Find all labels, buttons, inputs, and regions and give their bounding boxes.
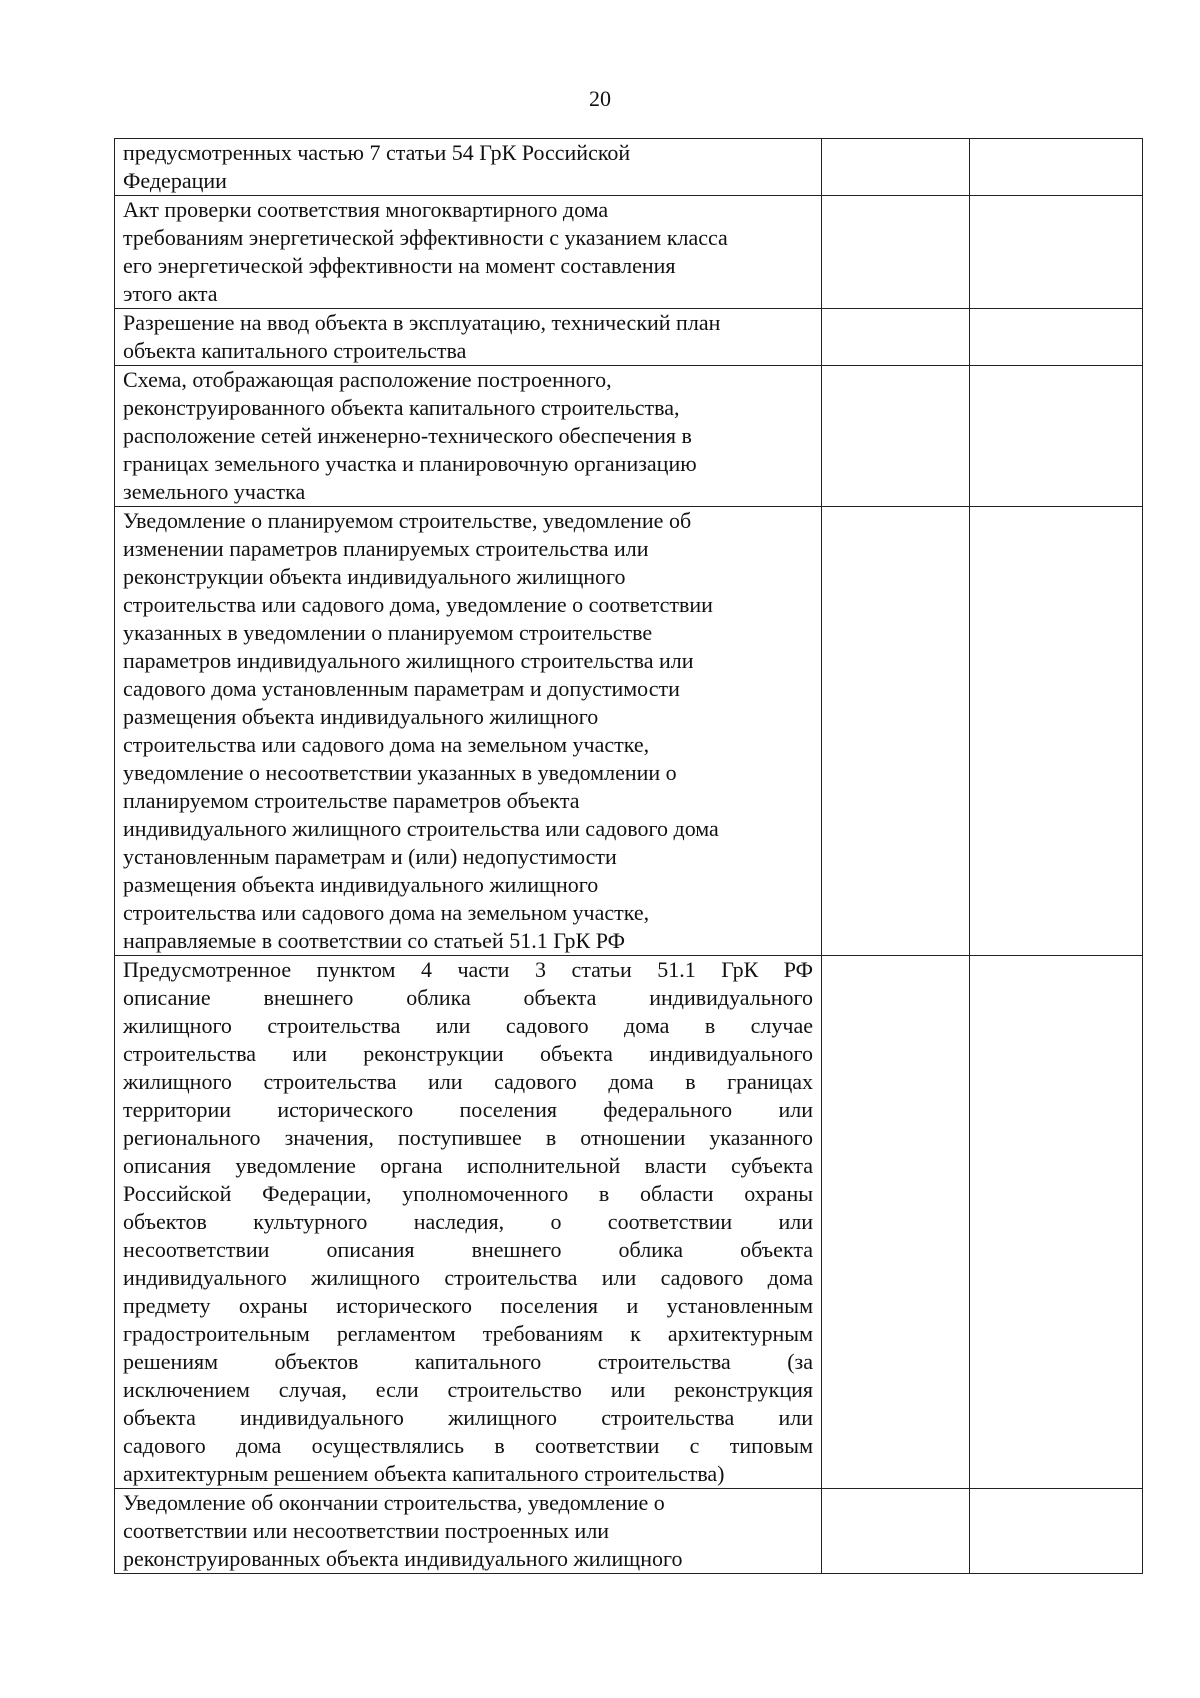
cell-text-line: изменении параметров планируемых строительства или xyxy=(123,536,649,561)
empty-cell xyxy=(822,309,970,366)
cell-text-line: архитектурным решением объекта капитального строительства) xyxy=(123,1461,725,1486)
page-number: 20 xyxy=(589,86,611,111)
empty-cell xyxy=(822,196,970,309)
cell-text-line: регионального значения, поступившее в отношении указанного xyxy=(123,1125,813,1150)
cell-text-line: решениям объектов капитального строительства (за xyxy=(123,1349,813,1374)
cell-text-line: строительства или реконструкции объекта индивидуального xyxy=(123,1041,813,1066)
cell-text-line: Российской Федерации, уполномоченного в области охраны xyxy=(123,1181,813,1206)
empty-cell xyxy=(822,366,970,507)
cell-text-line: Схема, отображающая расположение построенного, xyxy=(123,367,612,392)
empty-cell xyxy=(970,139,1143,196)
cell-text-line: описания уведомление органа исполнительной власти субъекта xyxy=(123,1153,813,1178)
empty-cell xyxy=(822,1489,970,1574)
cell-text-line: реконструкции объекта индивидуального жилищного xyxy=(123,564,626,589)
cell-text-line: объектов культурного наследия, о соответствии или xyxy=(123,1209,813,1234)
document-table xyxy=(114,138,1143,1574)
document-name-cell xyxy=(115,366,822,507)
cell-text-line: земельного участка xyxy=(123,479,306,504)
cell-text-line: реконструированных объекта индивидуального жилищного xyxy=(123,1546,683,1571)
empty-cell xyxy=(970,309,1143,366)
cell-text-line: строительства или садового дома на земельном участке, xyxy=(123,900,650,925)
document-name-cell xyxy=(115,196,822,309)
document-name-cell xyxy=(115,139,822,196)
cell-text-line: Уведомление о планируемом строительстве, уведомление об xyxy=(123,508,692,533)
cell-text-line: предмету охраны исторического поселения и установленным xyxy=(123,1293,813,1318)
cell-text-line: расположение сетей инженерно-технического обеспечения в xyxy=(123,423,692,448)
cell-text-line: направляемые в соответствии со статьей 51.1 ГрК РФ xyxy=(123,928,625,953)
cell-text-line: строительства или садового дома на земельном участке, xyxy=(123,732,650,757)
empty-cell xyxy=(822,139,970,196)
cell-text-line: границах земельного участка и планировочную организацию xyxy=(123,451,697,476)
cell-text-line: градостроительным регламентом требованиям к архитектурным xyxy=(123,1321,813,1346)
cell-text-line: исключением случая, если строительство или реконструкция xyxy=(123,1377,813,1402)
table-row xyxy=(115,366,1143,507)
cell-text-line: объекта индивидуального жилищного строительства или xyxy=(123,1405,813,1430)
cell-text-line: несоответствии описания внешнего облика объекта xyxy=(123,1237,813,1262)
table-row xyxy=(115,309,1143,366)
cell-text-line: Акт проверки соответствия многоквартирного дома xyxy=(123,197,609,222)
cell-text-line: реконструированного объекта капитального строительства, xyxy=(123,395,680,420)
table-row xyxy=(115,956,1143,1489)
cell-text-line: объекта капитального строительства xyxy=(123,338,467,363)
empty-cell xyxy=(970,366,1143,507)
cell-text-line: размещения объекта индивидуального жилищного xyxy=(123,872,599,897)
table-row xyxy=(115,196,1143,309)
cell-text-line: Уведомление об окончании строительства, уведомление о xyxy=(123,1490,665,1515)
cell-text-line: жилищного строительства или садового дома в случае xyxy=(123,1013,813,1038)
table-row xyxy=(115,507,1143,956)
cell-text-line: Разрешение на ввод объекта в эксплуатацию, технический план xyxy=(123,310,721,335)
empty-cell xyxy=(970,196,1143,309)
cell-text-line: строительства или садового дома, уведомление о соответствии xyxy=(123,592,713,617)
table-row xyxy=(115,139,1143,196)
cell-text-line: соответствии или несоответствии построенных или xyxy=(123,1518,610,1543)
table-row xyxy=(115,1489,1143,1574)
cell-text-line: предусмотренных частью 7 статьи 54 ГрК Российской xyxy=(123,140,631,165)
cell-text-line: Федерации xyxy=(123,168,227,193)
empty-cell xyxy=(970,507,1143,956)
empty-cell xyxy=(822,507,970,956)
document-name-cell xyxy=(115,507,822,956)
cell-text-line: требованиям энергетической эффективности с указанием класса xyxy=(123,225,728,250)
cell-text-line: территории исторического поселения федерального или xyxy=(123,1097,813,1122)
document-name-cell xyxy=(115,1489,822,1574)
cell-text-line: индивидуального жилищного строительства или садового дома xyxy=(123,1265,813,1290)
cell-text-line: жилищного строительства или садового дома в границах xyxy=(123,1069,813,1094)
cell-text-line: садового дома осуществлялись в соответствии с типовым xyxy=(123,1433,813,1458)
cell-text-line: Предусмотренное пунктом 4 части 3 статьи 51.1 ГрК РФ xyxy=(123,957,813,982)
cell-text-line: его энергетической эффективности на момент составления xyxy=(123,253,676,278)
document-name-cell xyxy=(115,956,822,1489)
cell-text-line: уведомление о несоответствии указанных в уведомлении о xyxy=(123,760,677,785)
empty-cell xyxy=(970,956,1143,1489)
empty-cell xyxy=(970,1489,1143,1574)
cell-text-line: садового дома установленным параметрам и допустимости xyxy=(123,676,680,701)
empty-cell xyxy=(822,956,970,1489)
cell-text-line: описание внешнего облика объекта индивидуального xyxy=(123,985,813,1010)
cell-text-line: параметров индивидуального жилищного строительства или xyxy=(123,648,694,673)
cell-text-line: этого акта xyxy=(123,281,218,306)
cell-text-line: размещения объекта индивидуального жилищного xyxy=(123,704,599,729)
cell-text-line: индивидуального жилищного строительства или садового дома xyxy=(123,816,719,841)
cell-text-line: указанных в уведомлении о планируемом строительстве xyxy=(123,620,653,645)
cell-text-line: установленным параметрам и (или) недопустимости xyxy=(123,844,617,869)
cell-text-line: планируемом строительстве параметров объекта xyxy=(123,788,580,813)
document-name-cell xyxy=(115,309,822,366)
